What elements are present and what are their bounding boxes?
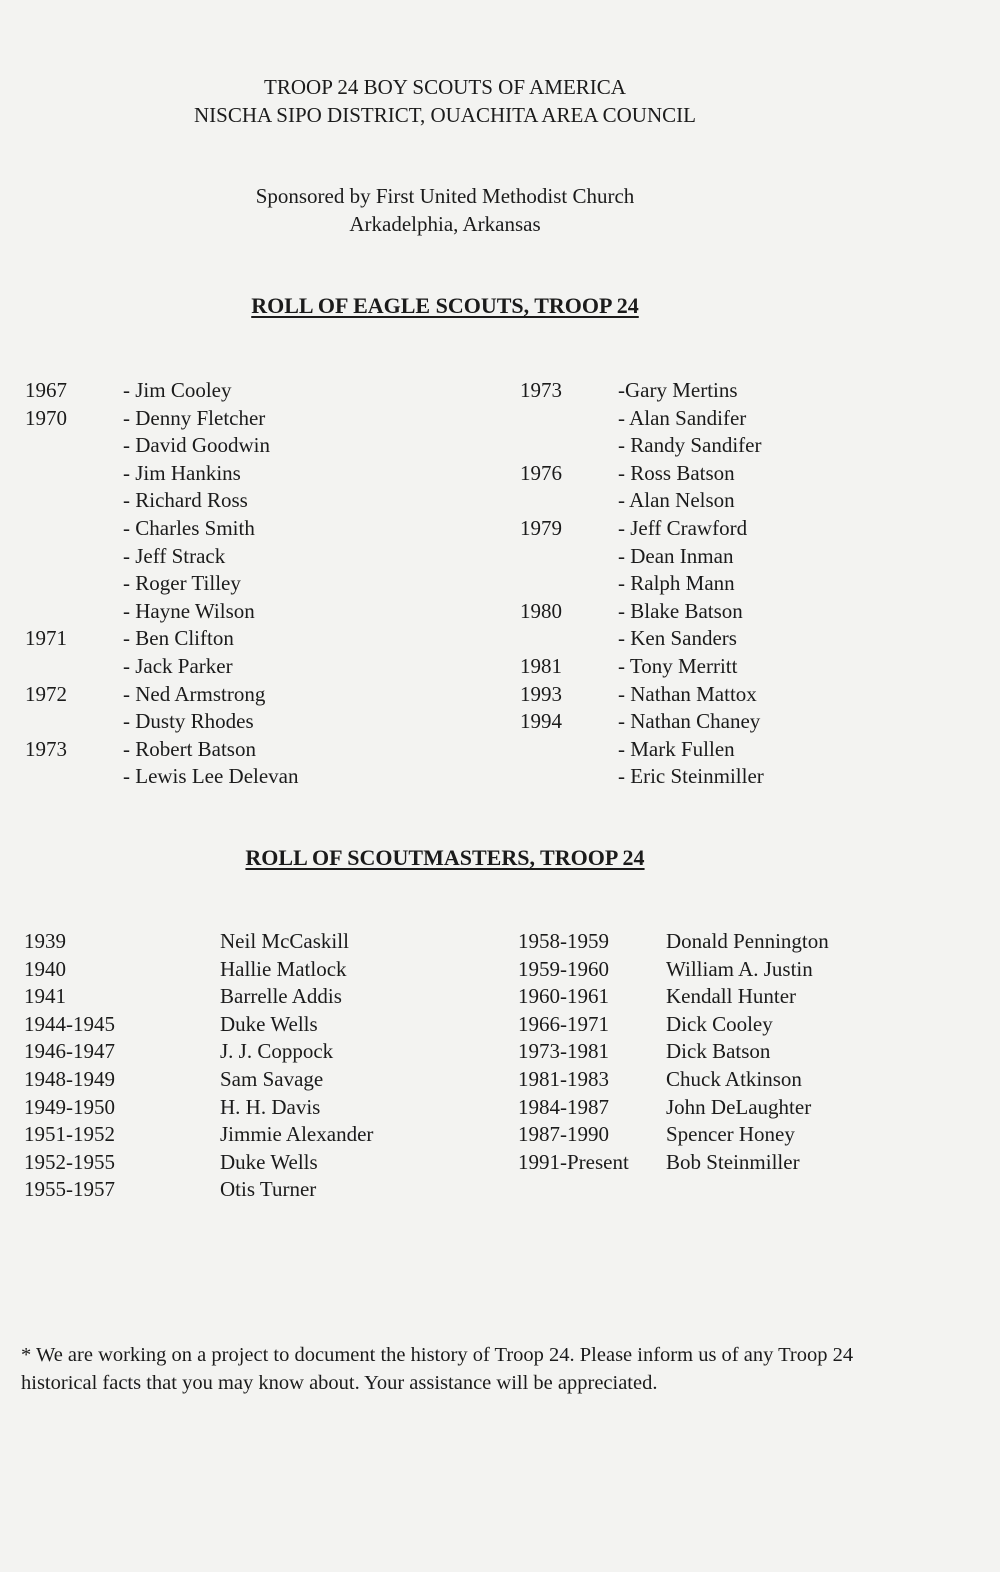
eagle-scout-row bbox=[520, 405, 940, 433]
person-name: - Jim Cooley bbox=[123, 378, 232, 402]
person-name: - Denny Fletcher bbox=[123, 405, 266, 430]
eagle-scout-row bbox=[25, 653, 445, 681]
person-name: - Richard Ross bbox=[123, 488, 248, 513]
person-name: - Jeff Strack bbox=[123, 543, 226, 568]
person-name: - Eric Steinmiller bbox=[618, 764, 764, 789]
eagle-scout-row bbox=[520, 653, 940, 681]
person-name: Spencer Honey bbox=[666, 1122, 795, 1147]
person-name: - Robert Batson bbox=[123, 736, 256, 761]
scoutmaster-row bbox=[518, 1094, 958, 1122]
person-name: Bob Steinmiller bbox=[666, 1149, 800, 1174]
person-name: Otis Turner bbox=[220, 1177, 317, 1202]
person-name: Jimmie Alexander bbox=[220, 1122, 374, 1147]
eagle-scout-row bbox=[25, 543, 445, 571]
eagle-scout-row bbox=[520, 570, 940, 598]
person-name: - Jack Parker bbox=[123, 653, 233, 678]
person-name: - Dusty Rhodes bbox=[123, 709, 254, 734]
year-label: 1952-1955 bbox=[24, 1149, 115, 1174]
year-label: 1973 bbox=[520, 378, 562, 402]
person-name: -Gary Mertins bbox=[618, 378, 738, 402]
eagle-scout-row bbox=[520, 377, 940, 405]
person-name: - Ned Armstrong bbox=[123, 681, 266, 706]
year-label: 1958-1959 bbox=[518, 929, 609, 953]
footnote: * We are working on a project to document the history of Troop 24. Please inform us of any Troop 24 historical facts that you may know about. Your assistance will be appreciated. bbox=[21, 1344, 854, 1394]
eagle-scouts-right-column bbox=[520, 377, 940, 791]
scoutmaster-row bbox=[518, 928, 958, 956]
eagle-scout-row bbox=[520, 681, 940, 709]
person-name: John DeLaughter bbox=[666, 1094, 812, 1119]
header-line-2: NISCHA SIPO DISTRICT, OUACHITA AREA COUNCIL bbox=[194, 103, 696, 127]
year-label: 1984-1987 bbox=[518, 1094, 609, 1119]
person-name: - Nathan Mattox bbox=[618, 681, 757, 706]
eagle-scout-row bbox=[25, 598, 445, 626]
person-name: Dick Cooley bbox=[666, 1011, 773, 1036]
person-name: Barrelle Addis bbox=[220, 984, 342, 1009]
year-label: 1944-1945 bbox=[24, 1011, 115, 1036]
year-label: 1976 bbox=[520, 460, 562, 485]
year-label: 1949-1950 bbox=[24, 1094, 115, 1119]
eagle-scout-row bbox=[520, 736, 940, 764]
scoutmasters-left-column bbox=[24, 928, 464, 1204]
year-label: 1981-1983 bbox=[518, 1066, 609, 1091]
scoutmaster-row bbox=[518, 956, 958, 984]
eagle-scouts-left-column bbox=[25, 377, 445, 791]
person-name: - Ben Clifton bbox=[123, 626, 234, 651]
sponsor-line-2: Arkadelphia, Arkansas bbox=[349, 212, 541, 236]
person-name: - Ross Batson bbox=[618, 460, 735, 485]
year-label: 1946-1947 bbox=[24, 1039, 115, 1064]
scoutmaster-row bbox=[24, 1011, 464, 1039]
person-name: - Randy Sandifer bbox=[618, 433, 762, 458]
year-label: 1939 bbox=[24, 929, 66, 953]
eagle-scout-row bbox=[520, 625, 940, 653]
person-name: Neil McCaskill bbox=[220, 929, 349, 953]
eagle-scout-row bbox=[25, 570, 445, 598]
eagle-scout-row bbox=[25, 708, 445, 736]
person-name: Kendall Hunter bbox=[666, 984, 797, 1009]
eagle-scout-row bbox=[25, 405, 445, 433]
eagle-scout-row bbox=[25, 736, 445, 764]
eagle-scouts-heading: ROLL OF EAGLE SCOUTS, TROOP 24 bbox=[251, 293, 639, 318]
year-label: 1951-1952 bbox=[24, 1122, 115, 1147]
scoutmaster-row bbox=[24, 983, 464, 1011]
header-line-1: TROOP 24 BOY SCOUTS OF AMERICA bbox=[264, 75, 626, 99]
eagle-scout-row bbox=[25, 681, 445, 709]
scoutmaster-row bbox=[518, 983, 958, 1011]
year-label: 1973 bbox=[25, 736, 67, 761]
year-label: 1960-1961 bbox=[518, 984, 609, 1009]
eagle-scout-row bbox=[520, 515, 940, 543]
eagle-scout-row bbox=[25, 377, 445, 405]
person-name: - David Goodwin bbox=[123, 433, 270, 458]
scoutmaster-row bbox=[24, 1094, 464, 1122]
eagle-scout-row bbox=[520, 460, 940, 488]
person-name: H. H. Davis bbox=[220, 1094, 321, 1119]
person-name: - Nathan Chaney bbox=[618, 709, 761, 734]
year-label: 1955-1957 bbox=[24, 1177, 115, 1202]
year-label: 1970 bbox=[25, 405, 67, 430]
person-name: - Dean Inman bbox=[618, 543, 734, 568]
eagle-scout-row bbox=[25, 515, 445, 543]
eagle-scout-row bbox=[520, 543, 940, 571]
eagle-scout-row bbox=[520, 763, 940, 791]
scoutmaster-row bbox=[24, 1149, 464, 1177]
eagle-scout-row bbox=[520, 432, 940, 460]
person-name: - Alan Sandifer bbox=[618, 405, 747, 430]
person-name: - Ken Sanders bbox=[618, 626, 737, 651]
year-label: 1959-1960 bbox=[518, 956, 609, 981]
sponsor-line-1: Sponsored by First United Methodist Church bbox=[255, 184, 635, 208]
eagle-scout-row bbox=[520, 487, 940, 515]
year-label: 1941 bbox=[24, 984, 66, 1009]
scoutmaster-row bbox=[518, 1121, 958, 1149]
year-label: 1993 bbox=[520, 681, 562, 706]
year-label: 1979 bbox=[520, 515, 562, 540]
person-name: - Ralph Mann bbox=[618, 571, 735, 596]
scoutmaster-row bbox=[518, 1038, 958, 1066]
scoutmaster-row bbox=[24, 1066, 464, 1094]
eagle-scout-row bbox=[25, 763, 445, 791]
person-name: - Alan Nelson bbox=[618, 488, 735, 513]
scoutmasters-heading: ROLL OF SCOUTMASTERS, TROOP 24 bbox=[245, 845, 645, 870]
year-label: 1972 bbox=[25, 681, 67, 706]
scoutmaster-row bbox=[24, 928, 464, 956]
year-label: 1980 bbox=[520, 598, 562, 623]
person-name: Chuck Atkinson bbox=[666, 1066, 802, 1091]
year-label: 1991-Present bbox=[518, 1149, 629, 1174]
scoutmaster-row bbox=[24, 1121, 464, 1149]
person-name: - Blake Batson bbox=[618, 598, 743, 623]
year-label: 1967 bbox=[25, 378, 67, 402]
scoutmasters-right-column bbox=[518, 928, 958, 1176]
person-name: - Tony Merritt bbox=[618, 653, 738, 678]
scoutmaster-row bbox=[518, 1149, 958, 1177]
person-name: Duke Wells bbox=[220, 1011, 318, 1036]
eagle-scout-row bbox=[25, 625, 445, 653]
year-label: 1971 bbox=[25, 626, 67, 651]
person-name: - Hayne Wilson bbox=[123, 598, 255, 623]
eagle-scout-row bbox=[520, 708, 940, 736]
scoutmaster-row bbox=[518, 1066, 958, 1094]
scoutmaster-row bbox=[518, 1011, 958, 1039]
year-label: 1966-1971 bbox=[518, 1011, 609, 1036]
person-name: Donald Pennington bbox=[666, 929, 829, 953]
person-name: - Mark Fullen bbox=[618, 736, 735, 761]
person-name: William A. Justin bbox=[666, 956, 813, 981]
person-name: - Charles Smith bbox=[123, 515, 255, 540]
year-label: 1981 bbox=[520, 653, 562, 678]
scoutmaster-row bbox=[24, 1038, 464, 1066]
eagle-scout-row bbox=[25, 460, 445, 488]
eagle-scout-row bbox=[25, 487, 445, 515]
eagle-scout-row bbox=[520, 598, 940, 626]
scoutmaster-row bbox=[24, 1176, 464, 1204]
person-name: Sam Savage bbox=[220, 1066, 324, 1091]
person-name: - Lewis Lee Delevan bbox=[123, 764, 299, 789]
year-label: 1994 bbox=[520, 709, 562, 734]
year-label: 1987-1990 bbox=[518, 1122, 609, 1147]
person-name: - Roger Tilley bbox=[123, 571, 241, 596]
year-label: 1940 bbox=[24, 956, 66, 981]
person-name: Hallie Matlock bbox=[220, 956, 347, 981]
year-label: 1973-1981 bbox=[518, 1039, 609, 1064]
person-name: Duke Wells bbox=[220, 1149, 318, 1174]
person-name: Dick Batson bbox=[666, 1039, 771, 1064]
scoutmaster-row bbox=[24, 956, 464, 984]
eagle-scout-row bbox=[25, 432, 445, 460]
person-name: - Jeff Crawford bbox=[618, 515, 748, 540]
person-name: - Jim Hankins bbox=[123, 460, 241, 485]
person-name: J. J. Coppock bbox=[220, 1039, 334, 1064]
year-label: 1948-1949 bbox=[24, 1066, 115, 1091]
